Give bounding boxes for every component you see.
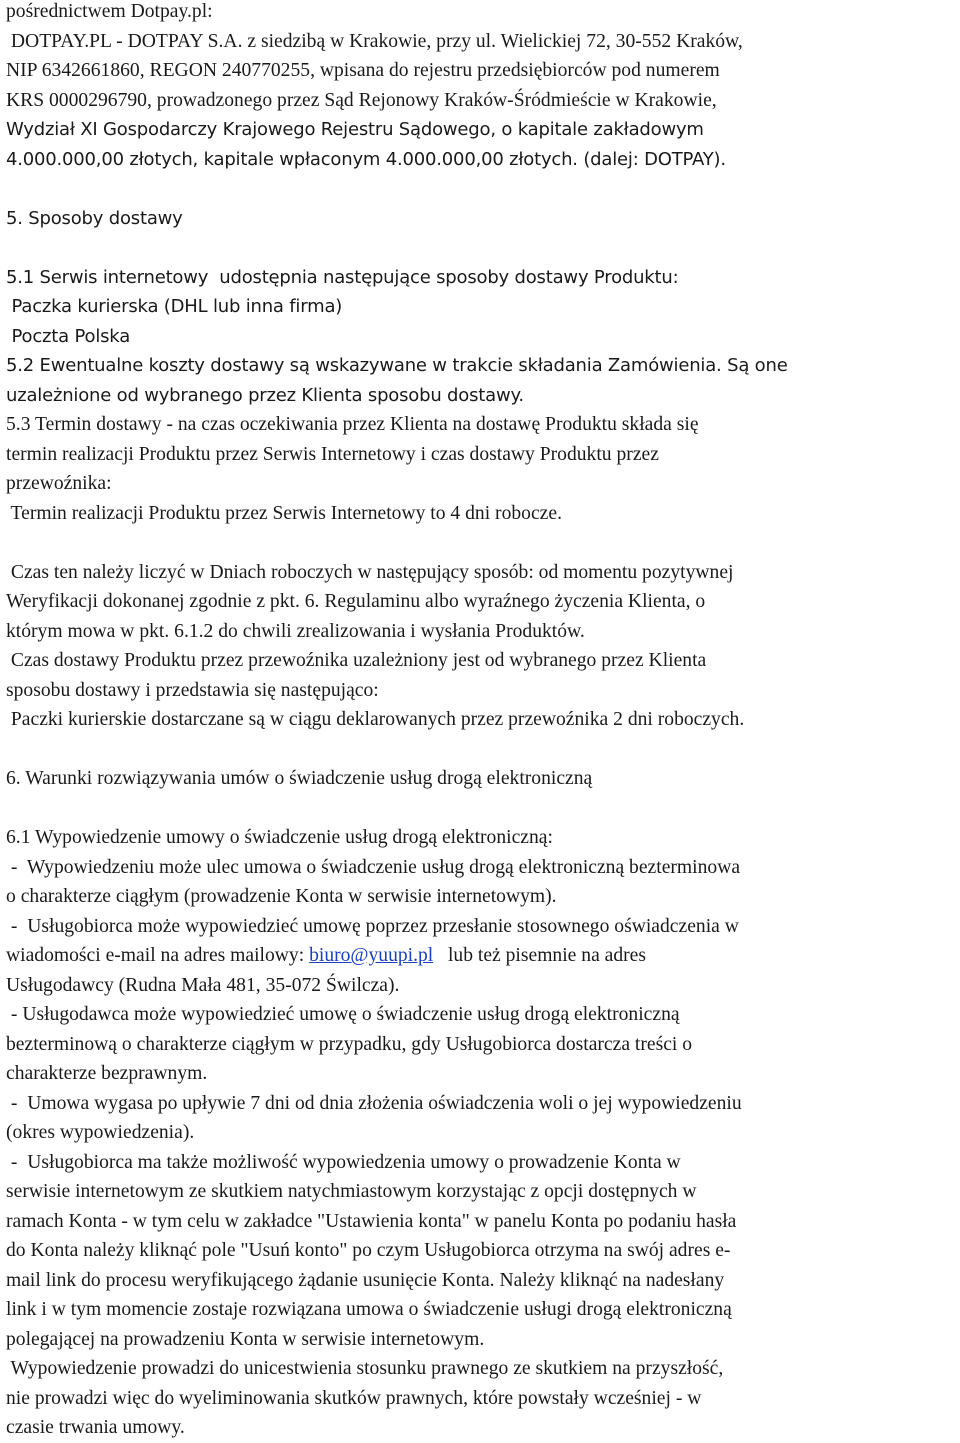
bullet-4-line-2: (okres wypowiedzenia). (6, 1122, 195, 1143)
carrier-time-line-2: sposobu dostawy i przedstawia się następująco: (6, 679, 379, 701)
dotpay-line-5: 4.000.000,00 złotych, kapitale wpłaconym 4.000.000,00 złotych. (dalej: DOTPAY). (6, 148, 726, 170)
final-paragraph-line-1: Wypowiedzenie prowadzi do unicestwienia stosunku prawnego ze skutkiem na przyszłość, (6, 1358, 724, 1379)
bullet-5-line-2: serwisie internetowym ze skutkiem natychmiastowym korzystając z opcji dostępnych w (6, 1181, 697, 1202)
dotpay-line-4: Wydział XI Gospodarczy Krajowego Rejestru Sądowego, o kapitale zakładowym (6, 119, 704, 140)
delivery-option-courier: Paczka kurierska (DHL lub inna firma) (6, 296, 343, 317)
bullet-3-line-2: bezterminową o charakterze ciągłym w przypadku, gdy Usługobiorca dostarcza treści o (6, 1033, 693, 1055)
final-paragraph-line-3: czasie trwania umowy. (6, 1417, 185, 1438)
dotpay-line-1: DOTPAY.PL - DOTPAY S.A. z siedzibą w Krakowie, przy ul. Wielickiej 72, 30-552 Kraków, (6, 30, 743, 52)
bullet-5-line-5: mail link do procesu weryfikującego żądanie usunięcie Konta. Należy kliknąć na nadesłany (6, 1269, 725, 1291)
spacer (6, 174, 956, 204)
bullet-5-line-6: link i w tym momencie zostaje rozwiązana umowa o świadczenie usługi drogą elektroniczną (6, 1299, 732, 1320)
paragraph-5-2-line-2: uzależnione od wybranego przez Klienta sposobu dostawy. (6, 384, 524, 406)
intro-line-1: pośrednictwem Dotpay.pl: (6, 1, 213, 22)
bullet-1-line-1: - Wypowiedzeniu może ulec umowa o świadczenie usług drogą elektroniczną bezterminowa (6, 856, 741, 878)
email-link[interactable]: biuro@yuupi.pl (309, 945, 434, 966)
bullet-2-text-after-email: lub też pisemnie na adres (433, 945, 647, 966)
bullet-1-line-2: o charakterze ciągłym (prowadzenie Konta w serwisie internetowym). (6, 886, 557, 907)
paragraph-5-1-line-1: 5.1 Serwis internetowy udostępnia następujące sposoby dostawy Produktu: (6, 266, 679, 288)
paragraph-5-3-line-4: Termin realizacji Produktu przez Serwis Internetowy to 4 dni robocze. (6, 502, 562, 524)
bullet-2-line-1: - Usługobiorca może wypowiedzieć umowę poprzez przesłanie stosownego oświadczenia w (6, 915, 739, 937)
carrier-time-line-3: Paczki kurierskie dostarczane są w ciągu deklarowanych przez przewoźnika 2 dni roboczych. (6, 709, 745, 730)
final-paragraph-line-2: nie prowadzi więc do wyeliminowania skutków prawnych, które powstały wcześniej - w (6, 1387, 702, 1409)
spacer (6, 794, 956, 824)
dotpay-line-2: NIP 6342661860, REGON 240770255, wpisana do rejestru przedsiębiorców pod numerem (6, 60, 720, 81)
bullet-3-line-1: - Usługodawca może wypowiedzieć umowę o świadczenie usług drogą elektroniczną (6, 1004, 680, 1025)
carrier-time-line-1: Czas dostawy Produktu przez przewoźnika uzależniony jest od wybranego przez Klienta (6, 650, 707, 671)
bullet-4-line-1: - Umowa wygasa po upływie 7 dni od dnia złożenia oświadczenia woli o jej wypowiedzeniu (6, 1092, 742, 1114)
spacer (6, 528, 956, 558)
bullet-5-line-3: ramach Konta - w tym celu w zakładce "Ustawienia konta" w panelu Konta po podaniu hasła (6, 1210, 737, 1232)
spacer (6, 735, 956, 765)
document-page (6, 0, 956, 1443)
paragraph-6-1-title: 6.1 Wypowiedzenie umowy o świadczenie usług drogą elektroniczną: (6, 827, 553, 848)
paragraph-5-3-line-2: termin realizacji Produktu przez Serwis Internetowy i czas dostawy Produktu przez (6, 443, 659, 465)
bullet-2-line-2 (6, 941, 956, 971)
working-days-line-2: Weryfikacji dokonanej zgodnie z pkt. 6. Regulaminu albo wyraźnego życzenia Klienta, o (6, 591, 706, 612)
paragraph-5-3-line-3: przewoźnika: (6, 473, 112, 494)
paragraph-5-3-line-1: 5.3 Termin dostawy - na czas oczekiwania przez Klienta na dostawę Produktu składa się (6, 414, 699, 435)
delivery-option-post: Poczta Polska (6, 325, 131, 347)
section-6-heading: 6. Warunki rozwiązywania umów o świadczenie usług drogą elektroniczną (6, 768, 593, 789)
paragraph-5-2-line-1: 5.2 Ewentualne koszty dostawy są wskazywane w trakcie składania Zamówienia. Są one (6, 355, 788, 376)
bullet-5-line-1: - Usługobiorca ma także możliwość wypowiedzenia umowy o prowadzenie Konta w (6, 1151, 681, 1173)
working-days-line-3: którym mowa w pkt. 6.1.2 do chwili zrealizowania i wysłania Produktów. (6, 620, 585, 642)
bullet-3-line-3: charakterze bezprawnym. (6, 1063, 208, 1084)
section-5-heading: 5. Sposoby dostawy (6, 207, 183, 229)
bullet-5-line-4: do Konta należy kliknąć pole "Usuń konto" po czym Usługobiorca otrzyma na swój adres e- (6, 1240, 731, 1261)
spacer (6, 233, 956, 263)
dotpay-line-3: KRS 0000296790, prowadzonego przez Sąd Rejonowy Kraków-Śródmieście w Krakowie, (6, 89, 717, 111)
working-days-line-1: Czas ten należy liczyć w Dniach roboczych w następujący sposób: od momentu pozytywnej (6, 561, 734, 583)
bullet-2-text-before-email: wiadomości e-mail na adres mailowy: (6, 945, 310, 966)
bullet-5-line-7: polegającej na prowadzeniu Konta w serwisie internetowym. (6, 1328, 485, 1350)
bullet-2-line-3: Usługodawcy (Rudna Mała 481, 35-072 Świlcza). (6, 974, 400, 996)
